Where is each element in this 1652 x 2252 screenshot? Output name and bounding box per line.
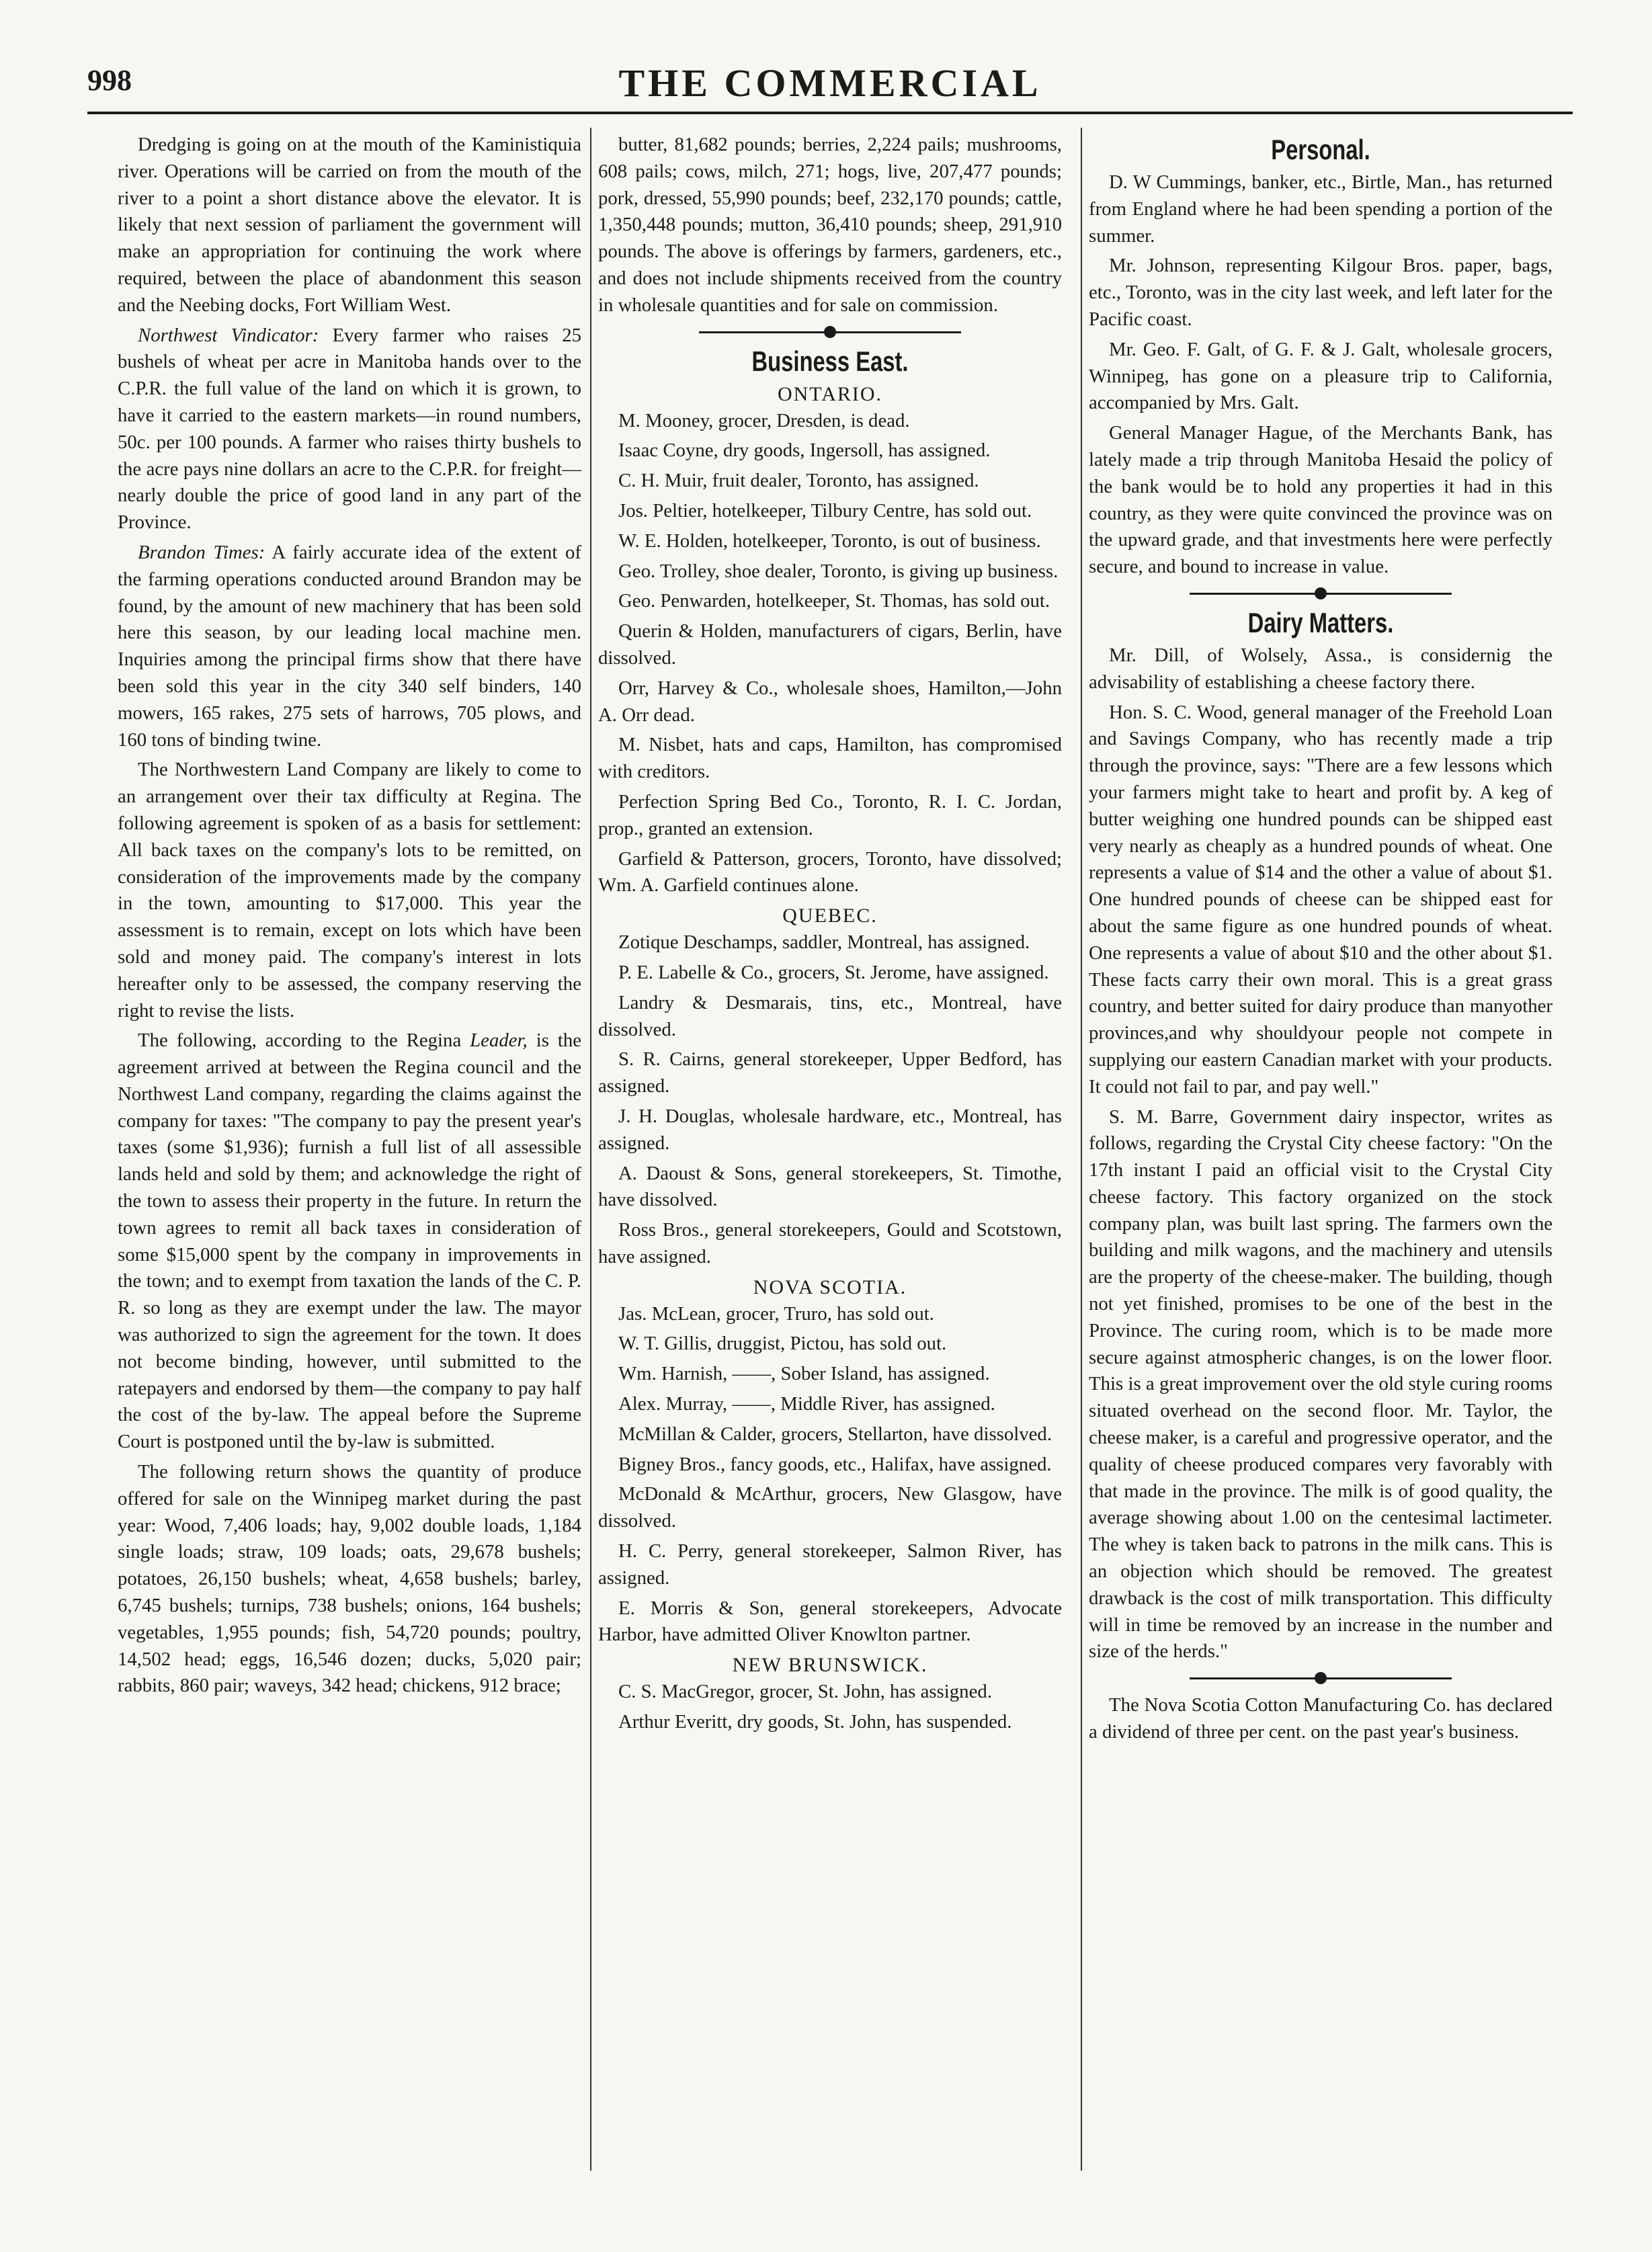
column-divider-2: [1081, 128, 1082, 2171]
source-name: Northwest Vindicator:: [138, 324, 319, 346]
article-regina-agreement: [118, 1028, 581, 1456]
list-item: McDonald & McArthur, grocers, New Glasgow, have dissolved.: [598, 1483, 1062, 1532]
list-item: M. Mooney, grocer, Dresden, is dead.: [618, 409, 910, 431]
list-item: C. S. MacGregor, grocer, St. John, has assigned.: [618, 1681, 992, 1703]
list-item: Alex. Murray, ——, Middle River, has assigned.: [618, 1393, 995, 1415]
section-separator: [1089, 585, 1553, 602]
source-name: Leader,: [470, 1030, 528, 1052]
list-item: M. Nisbet, hats and caps, Hamilton, has compromised with creditors.: [598, 734, 1062, 783]
list-item: Jos. Peltier, hotelkeeper, Tilbury Centre, has sold out.: [618, 499, 1032, 522]
list-item: Arthur Everitt, dry goods, St. John, has suspended.: [618, 1711, 1012, 1733]
list-item: Perfection Spring Bed Co., Toronto, R. I. C. Jordan, prop., granted an extension.: [598, 790, 1062, 839]
list-item: Querin & Holden, manufacturers of cigars, Berlin, have dissolved.: [598, 620, 1062, 669]
article-dairy: Hon. S. C. Wood, general manager of the Freehold Loan and Savings Company, who has recently made a trip through the province, says: "There are a few lessons which your farmers might take to heart and profit by. A keg of butter weighing one hundred pounds can be shipped east very nearly as cheaply as a hundred pounds of wheat. One represents a value of $14 and the other a value of about $1. One hundred pounds of cheese can be shipped east for about the same figure as one hundred pounds of wheat. One represents a value of about $10 and the other about $1. These facts carry their own moral. This is a great grass country, and better suited for dairy produce than manyother provinces,and why shouldyour people not compete in supplying our eastern Canadian market with your products. It could not fail to par, and pay well.": [1089, 701, 1553, 1097]
section-heading-business-east: Business East.: [751, 345, 909, 377]
article-personal: General Manager Hague, of the Merchants Bank, has lately made a trip through Manitoba Hesaid the policy of the bank would be to hold any properties it had in this country, as they were quite convinced the province was on the upward grade, and that investments here were perfectly secure, and bound to increase in value.: [1089, 422, 1553, 578]
list-item: Bigney Bros., fancy goods, etc., Halifax, have assigned.: [618, 1453, 1052, 1475]
article-text: Every farmer who raises 25 bushels of wheat per acre in Manitoba hands over to the C.P.R. the full value of the land on which it is grown, to have it carried to the eastern markets—in round numbers, 50c. per 100 pounds. A farmer who raises thirty bushels to the acre pays nine dollars an acre to the C.P.R. for freight—nearly double the price of good land in any part of the Province.: [118, 324, 582, 534]
list-item: S. R. Cairns, general storekeeper, Upper Bedford, has assigned.: [598, 1048, 1062, 1097]
province-heading-new-brunswick: NEW BRUNSWICK.: [732, 1654, 928, 1677]
section-heading-dairy-matters: Dairy Matters.: [1247, 606, 1394, 638]
column-divider-1: [590, 128, 591, 2171]
article-dairy: S. M. Barre, Government dairy inspector, writes as follows, regarding the Crystal City cheese factory: "On the 17th instant I paid an official visit to the Crystal City cheese factory. This factory organized on the stock company plan, was built last spring. The farmers own the building and milk wagons, and the machinery and utensils are the property of the cheese-maker. The building, though not yet finished, promises to be one of the best in the Province. The curing room, which is to be made more secure against atmospheric changes, is on the lower floor. This is a great improvement over the old style curing rooms situated overhead on the second floor. Mr. Taylor, the cheese maker, is a careful and progressive operator, and the quality of cheese produced compares very favorably with that made in the province. The milk is of good quality, the average showing about 1.00 on the centesimal lactimeter. The whey is taken back to patrons in the milk cans. This is an objection which should be removed. The greatest drawback is the cost of milk transportation. This difficulty will in time be removed by an increase in the number and size of the herds.": [1089, 1106, 1553, 1663]
list-item: W. E. Holden, hotelkeeper, Toronto, is out of business.: [618, 530, 1041, 552]
header-rule: [87, 112, 1573, 114]
article-dredging: Dredging is going on at the mouth of the Kaministiquia river. Operations will be carried on from the mouth of the river to a point a short distance above the elevator. It is likely that next session of parliament the government will make an appropriation for continuing the work where required, between the place of abandonment this season and the Neebing docks, Fort William West.: [118, 134, 581, 316]
list-item: W. T. Gillis, druggist, Pictou, has sold out.: [618, 1333, 947, 1355]
article-text: is the agreement arrived at between the Regina council and the Northwest Land company, regarding the claims against the company for taxes: "The company to pay the present year's taxes (some $1,936); furnish a full list of all assessible lands held and sold by them; and acknowledge the right of the town to assess their property in the future. In return the town agrees to remit all back taxes in consideration of some $15,000 spent by the company in improvements in the town; and to exempt from taxation the lands of the C. P. R. so long as they are exempt under the law. The mayor was authorized to sign the agreement for the town. It does not become binding, however, until submitted to the ratepayers and endorsed by them—the company to pay half the cost of the by-law. The appeal before the Supreme Court is postponed until the by-law is submitted.: [118, 1030, 581, 1453]
article-brandon: [118, 540, 581, 753]
list-item: Orr, Harvey & Co., wholesale shoes, Hamilton,—John A. Orr dead.: [598, 677, 1062, 726]
article-dairy: Mr. Dill, of Wolsely, Assa., is considernig the advisability of establishing a cheese factory there.: [1089, 644, 1553, 693]
list-item: P. E. Labelle & Co., grocers, St. Jerome, have assigned.: [618, 961, 1049, 983]
province-heading-ontario: ONTARIO.: [777, 382, 883, 405]
list-item: Garfield & Patterson, grocers, Toronto, have dissolved; Wm. A. Garfield continues alone.: [598, 847, 1062, 896]
article-dairy: The Nova Scotia Cotton Manufacturing Co. has declared a dividend of three per cent. on the past year's business.: [1089, 1694, 1553, 1743]
province-heading-quebec: QUEBEC.: [782, 905, 878, 927]
article-text: A fairly accurate idea of the extent of the farming operations conducted around Brandon may be found, by the amount of new machinery that has been sold here this season, by our leading local machine men. Inquiries among the principal firms show that there have been sold this year in the city 340 self binders, 140 mowers, 165 rakes, 275 sets of harrows, 705 plows, and 160 tons of binding twine.: [118, 541, 581, 751]
list-item: Jas. McLean, grocer, Truro, has sold out.: [618, 1302, 934, 1325]
list-item: H. C. Perry, general storekeeper, Salmon River, has assigned.: [598, 1540, 1062, 1589]
list-item: Ross Bros., general storekeepers, Gould and Scotstown, have assigned.: [598, 1219, 1062, 1267]
section-separator: [598, 323, 1062, 341]
article-vindicator: [118, 323, 581, 536]
list-item: J. H. Douglas, wholesale hardware, etc., Montreal, has assigned.: [598, 1105, 1062, 1154]
section-heading-personal: Personal.: [1271, 134, 1370, 165]
list-item: Geo. Trolley, shoe dealer, Toronto, is giving up business.: [618, 560, 1059, 582]
article-land-company: The Northwestern Land Company are likely to come to an arrangement over their tax difficulty at Regina. The following agreement is spoken of as a basis for settlement: All back taxes on the company's lots to be remitted, on consideration of the improvements made by the company in the town, amounting to $17,000. This year the assessment is to remain, except on lots which have been sold and money paid. The company's interest in lots hereafter only to be assessed, the company reserving the right to revise the lists.: [118, 759, 581, 1021]
article-market-continued: butter, 81,682 pounds; berries, 2,224 pails; mushrooms, 608 pails; cows, milch, 271; hogs, live, 207,477 pounds; pork, dressed, 55,990 pounds; beef, 232,170 pounds; cattle, 1,350,448 pounds; mutton, 36,410 pounds; sheep, 291,910 pounds. The above is offerings by farmers, gardeners, etc., and does not include shipments received from the country in wholesale quantities and for sale on commission.: [598, 134, 1062, 316]
article-text: The following, according to the Regina: [138, 1030, 462, 1052]
list-item: Isaac Coyne, dry goods, Ingersoll, has assigned.: [618, 440, 991, 462]
article-personal: Mr. Geo. F. Galt, of G. F. & J. Galt, wholesale grocers, Winnipeg, has gone on a pleasure trip to California, accompanied by Mrs. Galt.: [1089, 338, 1553, 414]
list-item: Landry & Desmarais, tins, etc., Montreal, have dissolved.: [598, 991, 1062, 1040]
list-item: McMillan & Calder, grocers, Stellarton, have dissolved.: [618, 1423, 1052, 1445]
page-number: 998: [87, 64, 132, 97]
list-item: Wm. Harnish, ——, Sober Island, has assigned.: [618, 1363, 990, 1385]
list-item: Zotique Deschamps, saddler, Montreal, has assigned.: [618, 931, 1030, 954]
masthead-title: THE COMMERCIAL: [618, 61, 1042, 105]
list-item: C. H. Muir, fruit dealer, Toronto, has assigned.: [618, 470, 979, 492]
column-2: [598, 132, 1062, 1739]
list-item: E. Morris & Son, general storekeepers, Advocate Harbor, have admitted Oliver Knowlton partner.: [598, 1597, 1062, 1646]
list-item: A. Daoust & Sons, general storekeepers, St. Timothe, have dissolved.: [598, 1162, 1062, 1211]
column-1: [118, 132, 581, 1703]
source-name: Brandon Times:: [138, 541, 265, 563]
list-item: Geo. Penwarden, hotelkeeper, St. Thomas, has sold out.: [618, 590, 1050, 612]
article-personal: D. W Cummings, banker, etc., Birtle, Man., has returned from England where he had been spending a portion of the summer.: [1089, 171, 1553, 247]
section-separator: [1089, 1669, 1553, 1687]
page-header: [87, 60, 1573, 114]
article-winnipeg-market: The following return shows the quantity of produce offered for sale on the Winnipeg market during the past year: Wood, 7,406 loads; hay, 9,002 double loads, 1,184 single loads; straw, 109 loads; oats, 29,678 bushels; potatoes, 26,150 bushels; wheat, 4,658 bushels; barley, 6,745 bushels; turnips, 738 bushels; onions, 164 bushels; vegetables, 1,955 pounds; fish, 54,720 pounds; poultry, 14,502 head; eggs, 16,546 dozen; ducks, 5,020 pair; rabbits, 860 pair; waveys, 342 head; chickens, 912 brace;: [118, 1461, 581, 1697]
column-3: [1089, 132, 1553, 1749]
article-personal: Mr. Johnson, representing Kilgour Bros. paper, bags, etc., Toronto, was in the city last week, and left later for the Pacific coast.: [1089, 255, 1553, 330]
province-heading-nova-scotia: NOVA SCOTIA.: [753, 1276, 907, 1298]
